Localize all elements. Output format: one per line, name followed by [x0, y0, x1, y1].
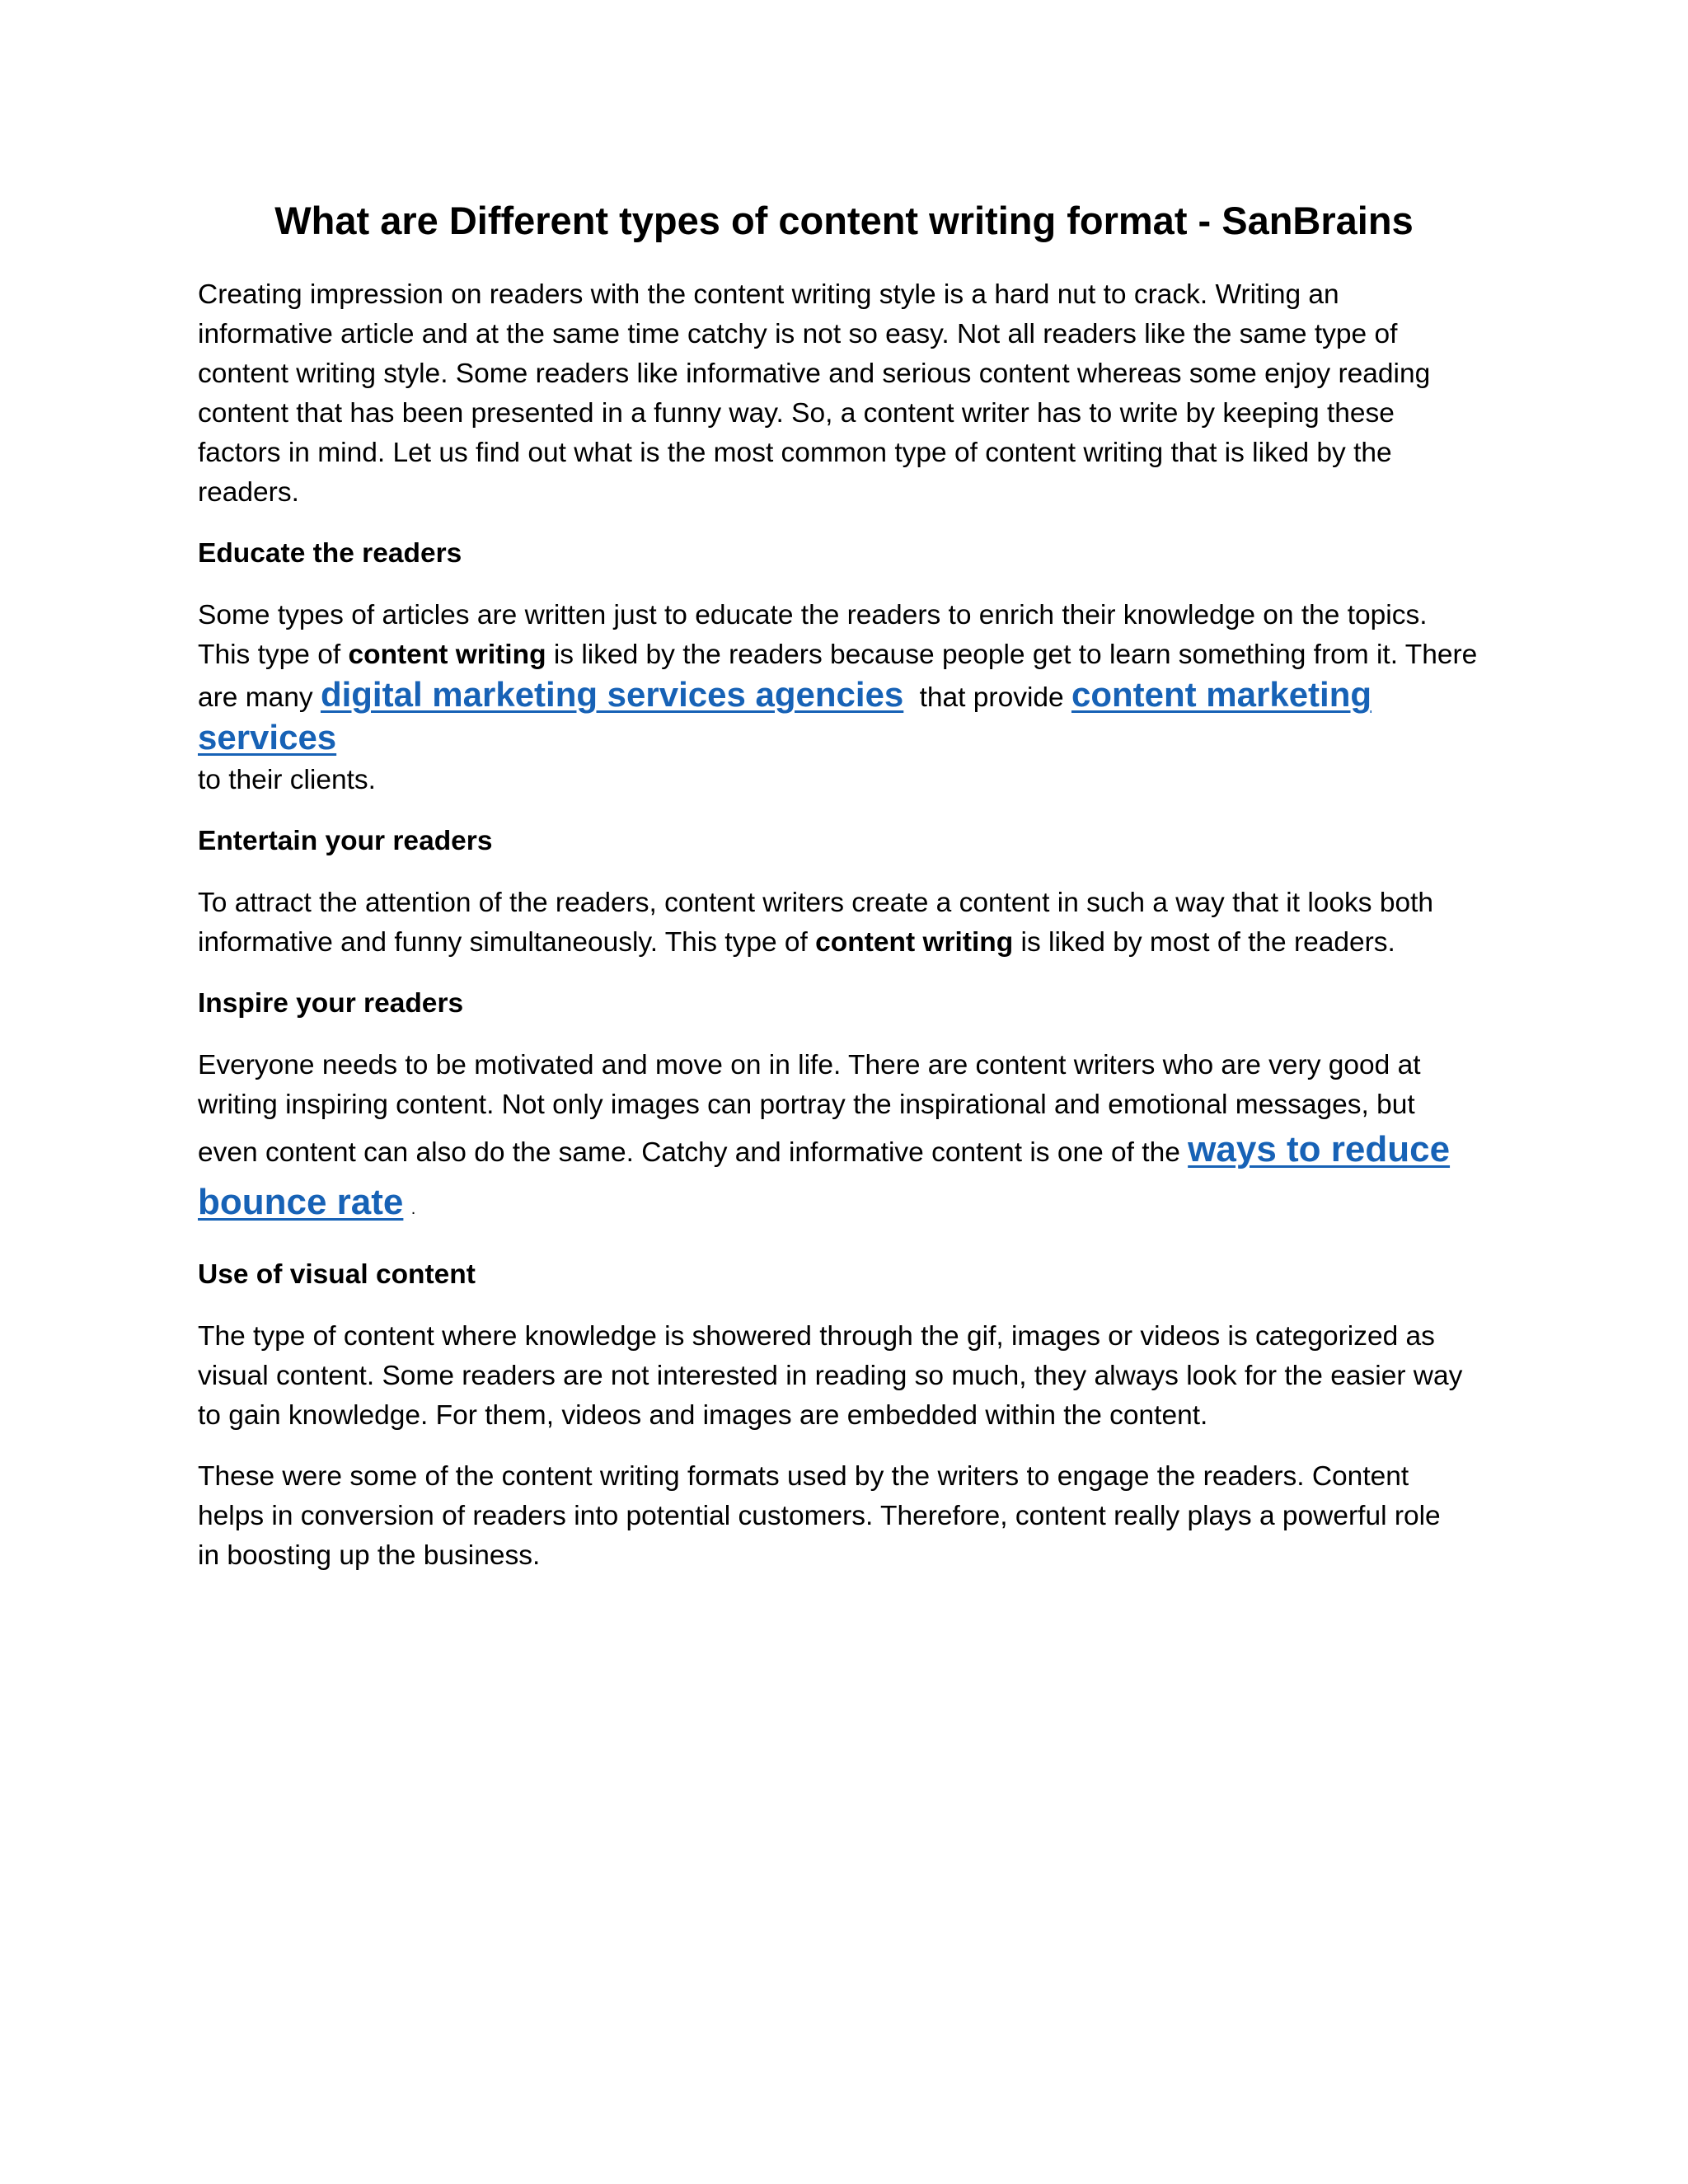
trailing-period: . — [410, 1200, 416, 1218]
intro-line: factors in mind. Let us find out what is the most common type of content writing that is liked by the — [198, 438, 1392, 468]
inspire-line — [198, 1178, 1492, 1234]
inspire-line — [198, 1125, 1492, 1178]
educate-line — [198, 635, 1492, 675]
bold-keyword: content writing — [815, 927, 1014, 958]
educate-paragraph — [198, 596, 1492, 800]
section-heading-visual: Use of visual content — [198, 1259, 476, 1290]
educate-line — [198, 675, 1492, 761]
visual-line: to gain knowledge. For them, videos and images are embedded within the content. — [198, 1400, 1208, 1431]
visual-line: The type of content where knowledge is showered through the gif, images or videos is categorized as — [198, 1321, 1435, 1352]
educate-text: are many — [198, 682, 321, 713]
inspire-text: even content can also do the same. Catchy and informative content is one of the — [198, 1137, 1189, 1168]
section-heading-educate: Educate the readers — [198, 538, 462, 569]
visual-paragraph — [198, 1317, 1492, 1436]
section-heading-inspire: Inspire your readers — [198, 988, 464, 1019]
intro-line: readers. — [198, 477, 299, 508]
entertain-text: informative and funny simultaneously. This type of — [198, 927, 816, 958]
content-marketing-services-link[interactable]: content marketing services — [198, 675, 1372, 757]
closing-paragraph — [198, 1457, 1492, 1576]
educate-text: that provide — [912, 682, 1071, 713]
intro-line: Creating impression on readers with the content writing style is a hard nut to crack. Writing an — [198, 279, 1339, 310]
reduce-bounce-rate-link-continued[interactable]: bounce rate — [198, 1182, 404, 1222]
educate-line: Some types of articles are written just to educate the readers to enrich their knowledge on the topics. — [198, 600, 1428, 630]
entertain-text: is liked by most of the readers. — [1013, 927, 1395, 958]
entertain-line: To attract the attention of the readers, content writers create a content in such a way that it looks both — [198, 888, 1434, 918]
intro-paragraph — [198, 275, 1492, 513]
entertain-line — [198, 923, 1492, 963]
document-body — [198, 275, 1492, 1597]
section-heading-entertain: Entertain your readers — [198, 826, 493, 856]
inspire-line: writing inspiring content. Not only images can portray the inspirational and emotional messages, but — [198, 1090, 1415, 1120]
closing-line: in boosting up the business. — [198, 1540, 541, 1571]
inspire-paragraph — [198, 1046, 1492, 1234]
intro-line: informative article and at the same time catchy is not so easy. Not all readers like the same type of — [198, 319, 1398, 349]
entertain-paragraph — [198, 883, 1492, 963]
bold-keyword: content writing — [348, 640, 546, 670]
closing-line: These were some of the content writing formats used by the writers to engage the readers. Content — [198, 1461, 1409, 1492]
educate-text: is liked by the readers because people get to learn something from it. There — [546, 640, 1478, 670]
digital-marketing-agencies-link[interactable]: digital marketing services agencies — [320, 675, 904, 714]
closing-line: helps in conversion of readers into potential customers. Therefore, content really plays a powerful role — [198, 1501, 1441, 1531]
reduce-bounce-rate-link[interactable]: ways to reduce — [1188, 1129, 1451, 1169]
intro-line: content writing style. Some readers like informative and serious content whereas some enjoy reading — [198, 359, 1431, 389]
visual-line: visual content. Some readers are not interested in reading so much, they always look for the easier way — [198, 1361, 1463, 1391]
intro-line: content that has been presented in a funny way. So, a content writer has to write by keeping these — [198, 398, 1395, 429]
page-title: What are Different types of content writing format - SanBrains — [274, 199, 1414, 242]
educate-line: to their clients. — [198, 765, 376, 795]
educate-text: This type of — [198, 640, 349, 670]
inspire-line: Everyone needs to be motivated and move on in life. There are content writers who are very good at — [198, 1050, 1421, 1080]
